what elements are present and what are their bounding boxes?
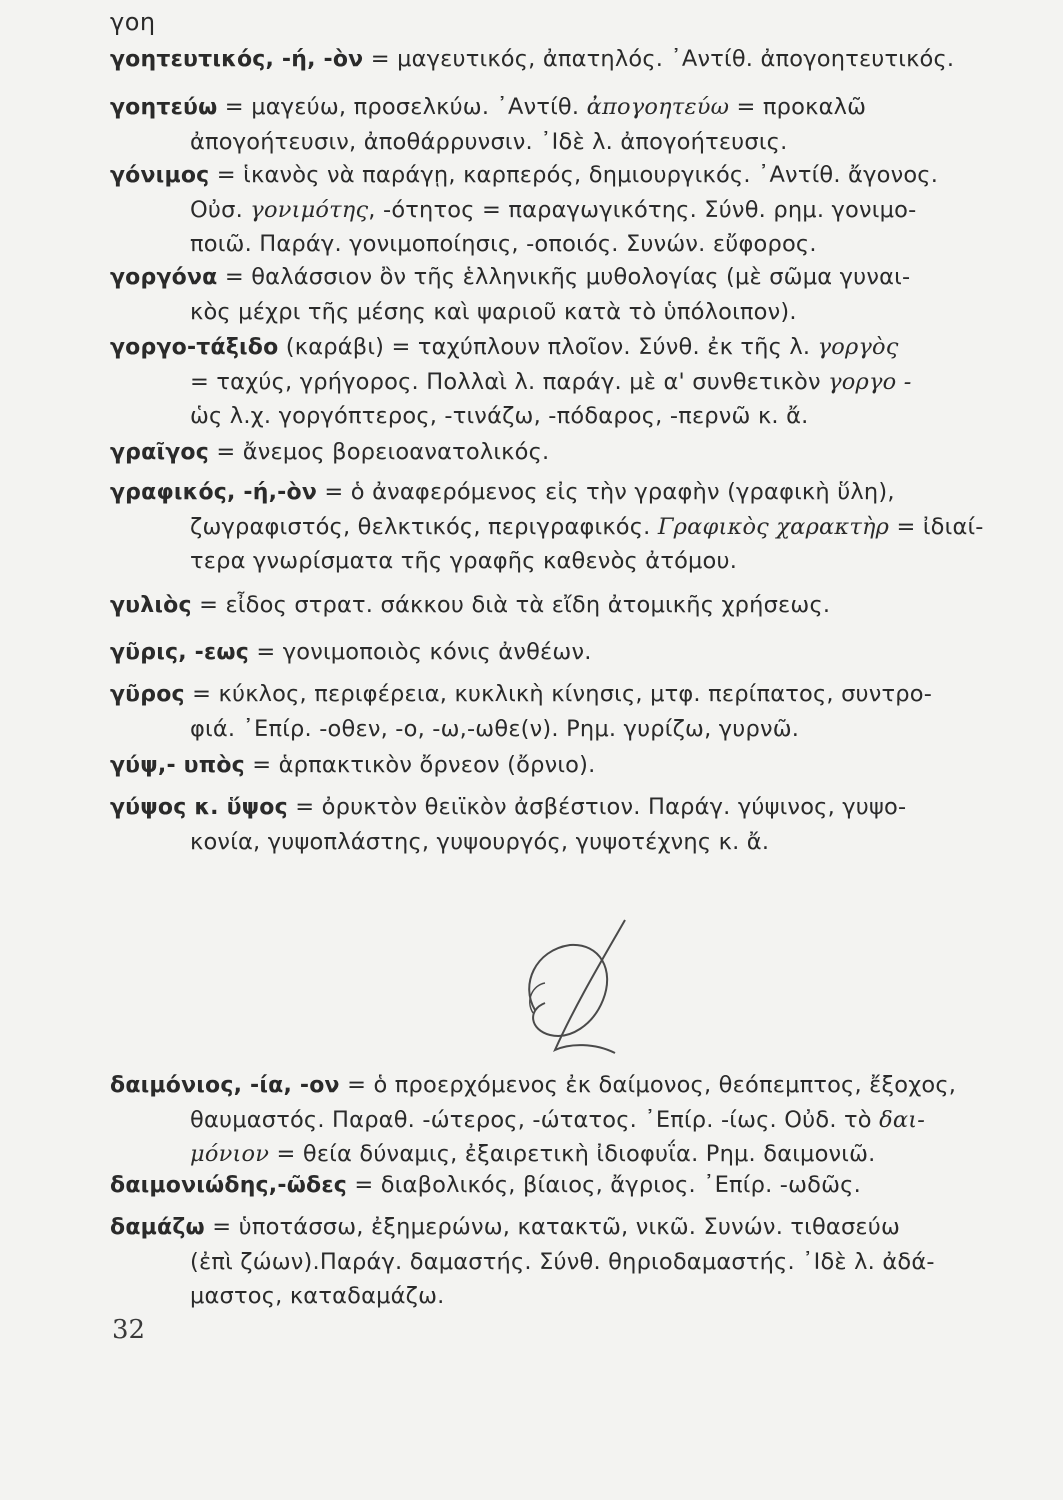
entry-line: [110, 635, 1045, 670]
definition-text: = ὑποτάσσω, ἐξημερώνω, κατακτῶ, νικῶ. Συνών. τιθασεύω: [212, 1214, 901, 1240]
dictionary-entry: [110, 42, 1045, 77]
dictionary-entry: [110, 588, 1045, 623]
entry-line: [110, 330, 1045, 365]
headword: γυλιὸς: [110, 593, 192, 618]
dictionary-entry: [110, 677, 1045, 746]
running-header: γοη: [110, 8, 156, 36]
headword: δαμάζω: [110, 1215, 205, 1240]
definition-text: = κύκλος, περιφέρεια, κυκλικὴ κίνησις, μτφ. περίπατος, συντρο-: [192, 681, 933, 707]
headword: γραῖγος: [110, 440, 209, 465]
entry-line: [110, 790, 1045, 825]
definition-text: Οὐσ.: [190, 197, 251, 223]
italic-term: μόνιον: [190, 1141, 270, 1167]
definition-text: (καράβι) = ταχύπλουν πλοῖον. Σύνθ. ἐκ τῆς λ.: [285, 334, 818, 360]
definition-text: = ἁρπακτικὸν ὄρνεον (ὄρνιο).: [252, 752, 596, 778]
definition-text: θαυμαστός. Παραθ. -ώτερος, -ώτατος. ᾿Επίρ. -ίως. Οὐδ. τὸ: [190, 1107, 880, 1133]
headword: γόνιμος: [110, 163, 210, 188]
dictionary-entry: [110, 475, 1045, 578]
dictionary-entry: [110, 435, 1045, 470]
entry-line: [110, 158, 1045, 193]
decorative-delta-initial: [515, 915, 635, 1065]
entry-line: [110, 1168, 1045, 1203]
entry-line: [110, 435, 1045, 470]
definition-text: = διαβολικός, βίαιος, ἄγριος. ᾿Επίρ. -ωδῶς.: [354, 1172, 861, 1198]
dictionary-entry: [110, 330, 1045, 433]
headword: γραφικός, -ή,-ὸν: [110, 480, 318, 505]
italic-term: Γραφικὸς χαρακτὴρ: [657, 514, 890, 540]
entry-line: [110, 677, 1045, 712]
headword: δαιμόνιος, -ία, -ον: [110, 1073, 340, 1098]
entry-line: [110, 544, 1045, 578]
headword: γοργο-τάξιδο: [110, 335, 279, 360]
definition-text: = θαλάσσιον ὂν τῆς ἑλληνικῆς μυθολογίας (μὲ σῶμα γυναι-: [224, 264, 911, 290]
entry-line: [110, 1245, 1045, 1279]
definition-text: = ταχύς, γρήγορος. Πολλαὶ λ. παράγ. μὲ α' συνθετικὸν: [190, 369, 829, 395]
headword: γύψ,- υπὸς: [110, 753, 245, 778]
definition-text: = θεία δύναμις, ἐξαιρετικὴ ἰδιοφυΐα. Ρημ. δαιμονιῶ.: [269, 1141, 876, 1167]
entry-line: [110, 295, 1045, 329]
entry-line: [110, 712, 1045, 746]
headword: γύψος κ. ὕψος: [110, 795, 288, 820]
definition-text: φιά. ᾿Επίρ. -οθεν, -ο, -ω,-ωθε(ν). Ρημ. γυρίζω, γυρνῶ.: [190, 716, 800, 742]
page-number: 32: [112, 1315, 146, 1345]
definition-text: = ἱκανὸς νὰ παράγῃ, καρπερός, δημιουργικός. ᾿Αντίθ. ἄγονος.: [216, 162, 939, 188]
entry-line: [110, 365, 1045, 399]
definition-text: = εἶδος στρατ. σάκκου διὰ τὰ εἴδη ἀτομικῆς χρήσεως.: [199, 592, 831, 618]
entry-line: [110, 260, 1045, 295]
dictionary-entry: [110, 790, 1045, 859]
definition-text: (ἐπὶ ζώων).Παράγ. δαμαστής. Σύνθ. θηριοδαμαστής. ᾿Ιδὲ λ. ἀδά-: [190, 1249, 935, 1275]
headword: γοητεύω: [110, 95, 218, 120]
entry-line: [110, 125, 1045, 159]
entry-line: [110, 399, 1045, 433]
headword: δαιμονιώδης,-ῶδες: [110, 1173, 348, 1198]
definition-text: = γονιμοποιὸς κόνις ἀνθέων.: [256, 639, 592, 665]
definition-text: = ἰδιαί-: [889, 514, 984, 540]
definition-text: = προκαλῶ: [729, 94, 867, 120]
dictionary-entry: [110, 748, 1045, 783]
italic-term: γονιμότης: [250, 197, 369, 223]
dictionary-entry: [110, 1068, 1045, 1171]
entry-line: [110, 1279, 1045, 1313]
definition-text: μαστος, καταδαμάζω.: [190, 1283, 445, 1309]
headword: γοητευτικός, -ή, -ὸν: [110, 47, 364, 72]
definition-text: κονία, γυψοπλάστης, γυψουργός, γυψοτέχνης κ. ἄ.: [190, 829, 770, 855]
entry-line: [110, 588, 1045, 623]
dictionary-entry: [110, 90, 1045, 159]
italic-term: ἀπογοητεύω: [586, 94, 730, 120]
entry-line: [110, 1137, 1045, 1171]
italic-term: γοργο -: [828, 369, 912, 395]
definition-text: = ὁ προερχόμενος ἐκ δαίμονος, θεόπεμπτος, ἔξοχος,: [347, 1072, 957, 1098]
entry-line: [110, 1210, 1045, 1245]
definition-text: ὡς λ.χ. γοργόπτερος, -τινάζω, -πόδαρος, -περνῶ κ. ἄ.: [190, 403, 809, 429]
entry-line: [110, 475, 1045, 510]
definition-text: , -ότητος = παραγωγικότης. Σύνθ. ρημ. γονιμο-: [368, 197, 917, 223]
headword: γοργόνα: [110, 265, 218, 290]
definition-text: = ὁ ἀναφερόμενος εἰς τὴν γραφὴν (γραφικὴ ὕλη),: [324, 479, 895, 505]
dictionary-entry: [110, 260, 1045, 329]
definition-text: ποιῶ. Παράγ. γονιμοποίησις, -οποιός. Συνών. εὔφορος.: [190, 231, 817, 257]
entry-line: [110, 748, 1045, 783]
definition-text: = ὀρυκτὸν θειϊκὸν ἀσβέστιον. Παράγ. γύψινος, γυψο-: [295, 794, 907, 820]
entry-line: [110, 90, 1045, 125]
definition-text: = μαγεύω, προσελκύω. ᾿Αντίθ.: [224, 94, 587, 120]
entry-line: [110, 1103, 1045, 1137]
headword: γῦρις, -εως: [110, 640, 249, 665]
italic-term: δαι-: [879, 1107, 926, 1133]
definition-text: = μαγευτικός, ἀπατηλός. ᾿Αντίθ. ἀπογοητευτικός.: [370, 46, 955, 72]
entry-line: [110, 1068, 1045, 1103]
italic-term: γοργὸς: [817, 334, 899, 360]
entry-line: [110, 510, 1045, 544]
dictionary-entry: [110, 1210, 1045, 1313]
headword: γῦρος: [110, 682, 185, 707]
dictionary-entry: [110, 1168, 1045, 1203]
definition-text: τερα γνωρίσματα τῆς γραφῆς καθενὸς ἀτόμου.: [190, 548, 738, 574]
definition-text: ζωγραφιστός, θελκτικός, περιγραφικός.: [190, 514, 658, 540]
definition-text: κὸς μέχρι τῆς μέσης καὶ ψαριοῦ κατὰ τὸ ὑπόλοιπον).: [190, 299, 797, 325]
dictionary-entry: [110, 158, 1045, 261]
entry-line: [110, 825, 1045, 859]
entry-line: [110, 193, 1045, 227]
definition-text: ἀπογοήτευσιν, ἀποθάρρυνσιν. ᾿Ιδὲ λ. ἀπογοήτευσις.: [190, 129, 788, 155]
dictionary-entry: [110, 635, 1045, 670]
entry-line: [110, 227, 1045, 261]
definition-text: = ἄνεμος βορειοανατολικός.: [216, 439, 550, 465]
entry-line: [110, 42, 1045, 77]
